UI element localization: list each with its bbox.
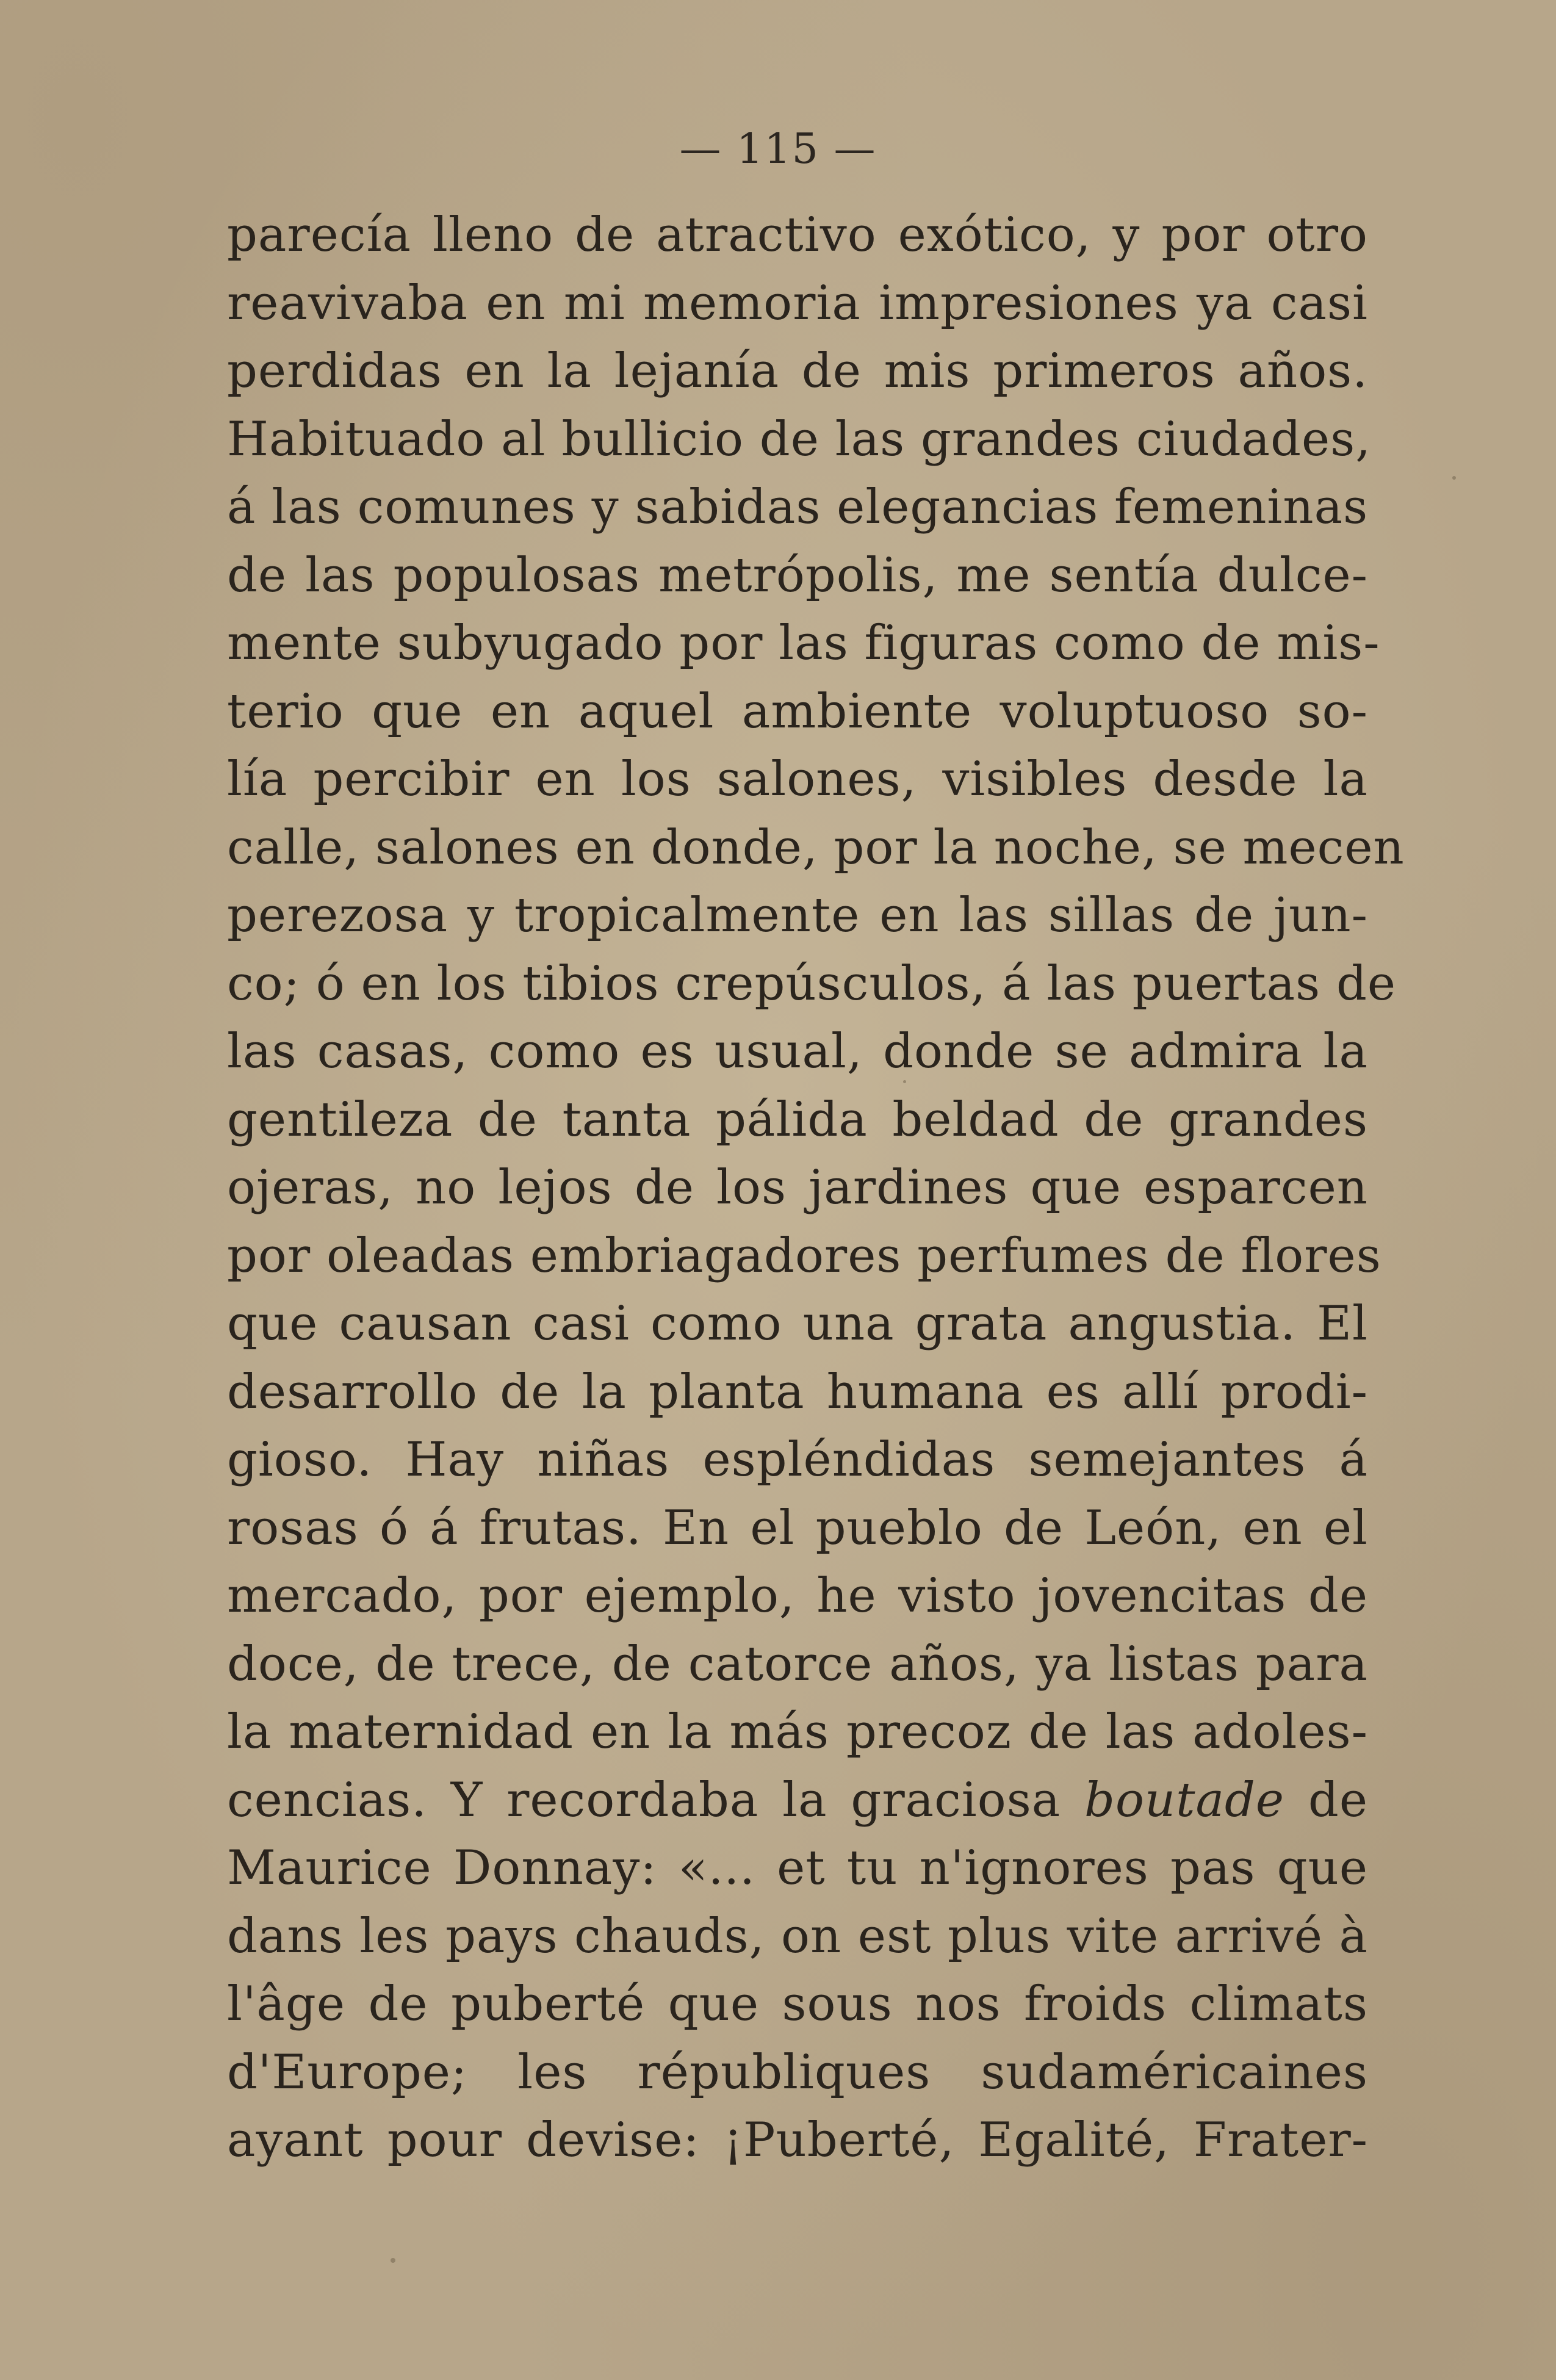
text-line: ayant pour devise: ¡Puberté, Egalité, Frater- [227,2113,1368,2168]
text-line: mente subyugado por las figuras como de mis- [227,616,1380,671]
paper-speck [391,2258,395,2263]
text-line: Habituado al bullicio de las grandes ciudades, [227,411,1372,467]
text-line: gentileza de tanta pálida beldad de grandes [227,1092,1368,1147]
text-line: perezosa y tropicalmente en las sillas de jun- [227,888,1368,943]
text-line: dans les pays chauds, on est plus vite arrivé à [227,1908,1368,1964]
text-line: terio que en aquel ambiente voluptuoso so- [227,683,1368,739]
text-line: por oleadas embriagadores perfumes de flores [227,1228,1381,1283]
text-line: cencias. Y recordaba la graciosa boutade de [227,1772,1368,1828]
page-number: — 115 — [679,125,877,173]
text-line: ojeras, no lejos de los jardines que esparcen [227,1160,1368,1215]
italic-word: boutade [1084,1772,1285,1828]
text-line: las casas, como es usual, donde se admira la [227,1024,1368,1079]
text-line: mercado, por ejemplo, he visto jovencitas de [227,1568,1368,1623]
text-line: calle, salones en donde, por la noche, se mecen [227,820,1405,875]
text-line: reavivaba en mi memoria impresiones ya casi [227,275,1368,331]
text-line: l'âge de puberté que sous nos froids climats [227,1977,1368,2032]
text-line: lía percibir en los salones, visibles desde la [227,752,1368,807]
body-text [227,201,1405,2175]
text-line: gioso. Hay niñas espléndidas semejantes á [227,1432,1368,1487]
text-line: parecía lleno de atractivo exótico, y por otro [227,207,1368,262]
text-line: de las populosas metrópolis, me sentía dulce- [227,547,1368,603]
text-line: Maurice Donnay: «... et tu n'ignores pas que [227,1841,1368,1895]
paper-speck [1452,476,1456,480]
text-line: que causan casi como una grata angustia. El [227,1296,1368,1351]
text-line: doce, de trece, de catorce años, ya listas para [227,1636,1368,1692]
text-line: desarrollo de la planta humana es allí prodi- [227,1364,1368,1419]
text-line: la maternidad en la más precoz de las adoles- [227,1704,1368,1759]
text-line: d'Europe; les républiques sudaméricaines [227,2044,1368,2100]
text-line: rosas ó á frutas. En el pueblo de León, en el [227,1500,1368,1556]
paper-speck [903,1080,906,1083]
text-line: á las comunes y sabidas elegancias femeninas [227,480,1369,535]
text-line: perdidas en la lejanía de mis primeros años. [227,344,1368,398]
text-line: co; ó en los tibios crepúsculos, á las puertas de [227,956,1397,1011]
